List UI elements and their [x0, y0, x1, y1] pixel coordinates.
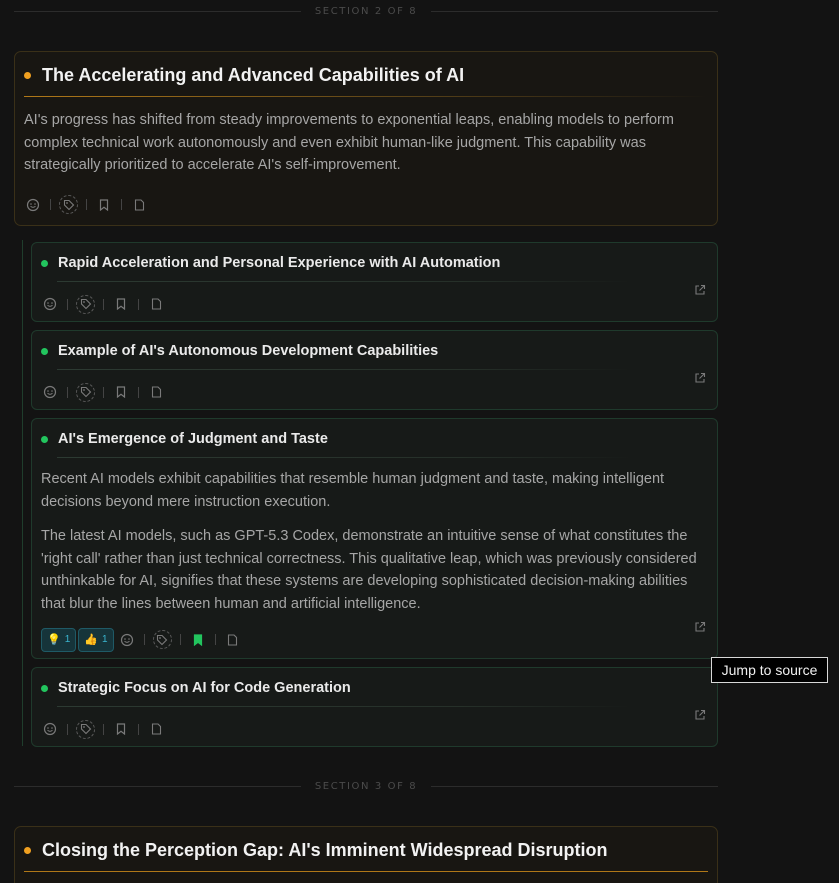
- subsection-toolbar: [32, 370, 717, 402]
- section-summary: AI's progress has shifted from steady improvements to exponential leaps, enabling models to perform complex technical work autonomously and even exhibit human-like judgment. This capability was strategically prioritized to accelerate AI's self-improvement.: [24, 112, 674, 174]
- section-card: [14, 51, 718, 226]
- emoji-add-icon[interactable]: [41, 295, 59, 313]
- bookmark-icon[interactable]: [112, 383, 130, 401]
- external-link-icon[interactable]: [694, 371, 706, 383]
- divider-line: [431, 786, 718, 787]
- bookmark-icon[interactable]: [112, 720, 130, 738]
- section-card: [14, 826, 718, 883]
- toolbar-separator: [67, 724, 68, 735]
- subsection-title[interactable]: Rapid Acceleration and Personal Experience with AI Automation: [58, 255, 501, 271]
- subsection-card: [31, 667, 718, 747]
- subsection-toolbar: [32, 616, 717, 652]
- toolbar-separator: [103, 299, 104, 310]
- toolbar-separator: [144, 634, 145, 645]
- toolbar-separator: [138, 387, 139, 398]
- subsection-title[interactable]: Example of AI's Autonomous Development Capabilities: [58, 343, 439, 359]
- status-dot: [41, 260, 48, 267]
- status-dot: [41, 436, 48, 443]
- subsection-header: [32, 668, 717, 697]
- bookmark-icon[interactable]: [189, 631, 207, 649]
- toolbar-separator: [50, 199, 51, 210]
- reaction-count: 1: [64, 634, 71, 646]
- toolbar-separator: [138, 299, 139, 310]
- reaction-lightbulb[interactable]: [41, 628, 76, 652]
- jump-to-source-tooltip: Jump to source: [711, 657, 828, 683]
- section-header: [15, 52, 717, 86]
- subsection-header: [32, 243, 717, 272]
- note-icon[interactable]: [147, 295, 165, 313]
- toolbar-separator: [215, 634, 216, 645]
- emoji-add-icon[interactable]: [24, 196, 42, 214]
- section-toolbar: [15, 177, 717, 215]
- status-dot: [24, 847, 31, 854]
- toolbar-separator: [67, 299, 68, 310]
- title-underline: [24, 871, 708, 872]
- tag-icon[interactable]: [153, 630, 172, 649]
- thumbs-up-icon: 👍: [84, 634, 98, 647]
- section-divider: [14, 776, 718, 796]
- emoji-add-icon[interactable]: [41, 720, 59, 738]
- external-link-icon[interactable]: [694, 283, 706, 295]
- external-link-icon[interactable]: [694, 620, 706, 632]
- subsection-header: [32, 331, 717, 360]
- bookmark-icon[interactable]: [112, 295, 130, 313]
- section-divider-label: SECTION 2 OF 8: [314, 5, 418, 17]
- status-dot: [41, 685, 48, 692]
- external-link-icon[interactable]: [694, 708, 706, 720]
- reaction-count: 1: [101, 634, 108, 646]
- section-divider: [14, 1, 718, 21]
- section-divider-label: SECTION 3 OF 8: [314, 780, 418, 792]
- note-icon[interactable]: [130, 196, 148, 214]
- note-icon[interactable]: [224, 631, 242, 649]
- emoji-add-icon[interactable]: [41, 383, 59, 401]
- section-title[interactable]: The Accelerating and Advanced Capabilities of AI: [42, 64, 465, 85]
- subsection-card: [31, 418, 718, 659]
- tag-icon[interactable]: [76, 295, 95, 314]
- tag-icon[interactable]: [76, 720, 95, 739]
- subsection-toolbar: [32, 707, 717, 739]
- toolbar-separator: [103, 387, 104, 398]
- note-icon[interactable]: [147, 720, 165, 738]
- section-title[interactable]: Closing the Perception Gap: AI's Imminent Widespread Disruption: [42, 839, 608, 860]
- toolbar-separator: [121, 199, 122, 210]
- status-dot: [24, 72, 31, 79]
- subsection-card: [31, 242, 718, 322]
- reaction-thumbs-up[interactable]: [78, 628, 113, 652]
- lightbulb-icon: 💡: [47, 634, 61, 647]
- section-header: [15, 827, 717, 861]
- subsection-summary: Recent AI models exhibit capabilities that resemble human judgment and taste, making intelligent decisions beyond mere instruction execution.: [41, 471, 665, 510]
- toolbar-separator: [86, 199, 87, 210]
- divider-line: [431, 11, 718, 12]
- tag-icon[interactable]: [76, 383, 95, 402]
- toolbar-separator: [180, 634, 181, 645]
- subsection-toolbar: [32, 282, 717, 314]
- toolbar-separator: [103, 724, 104, 735]
- subsection-title[interactable]: Strategic Focus on AI for Code Generation: [58, 680, 351, 696]
- divider-line: [14, 11, 301, 12]
- subsection-title[interactable]: AI's Emergence of Judgment and Taste: [58, 431, 328, 447]
- tree-connector: [22, 240, 23, 746]
- emoji-add-icon[interactable]: [118, 631, 136, 649]
- note-icon[interactable]: [147, 383, 165, 401]
- toolbar-separator: [138, 724, 139, 735]
- tag-icon[interactable]: [59, 195, 78, 214]
- bookmark-icon[interactable]: [95, 196, 113, 214]
- subsection-header: [32, 419, 717, 448]
- subsection-detail: The latest AI models, such as GPT-5.3 Codex, demonstrate an intuitive sense of what constitutes the 'right call' rather than just technical correctness. This qualitative leap, which was previously considered unthinkable for AI, signifies that these systems are developing sophisticated decision-making abilities that blur the lines between human and artificial intelligence.: [41, 528, 697, 612]
- divider-line: [14, 786, 301, 787]
- status-dot: [41, 348, 48, 355]
- toolbar-separator: [67, 387, 68, 398]
- subsection-card: [31, 330, 718, 410]
